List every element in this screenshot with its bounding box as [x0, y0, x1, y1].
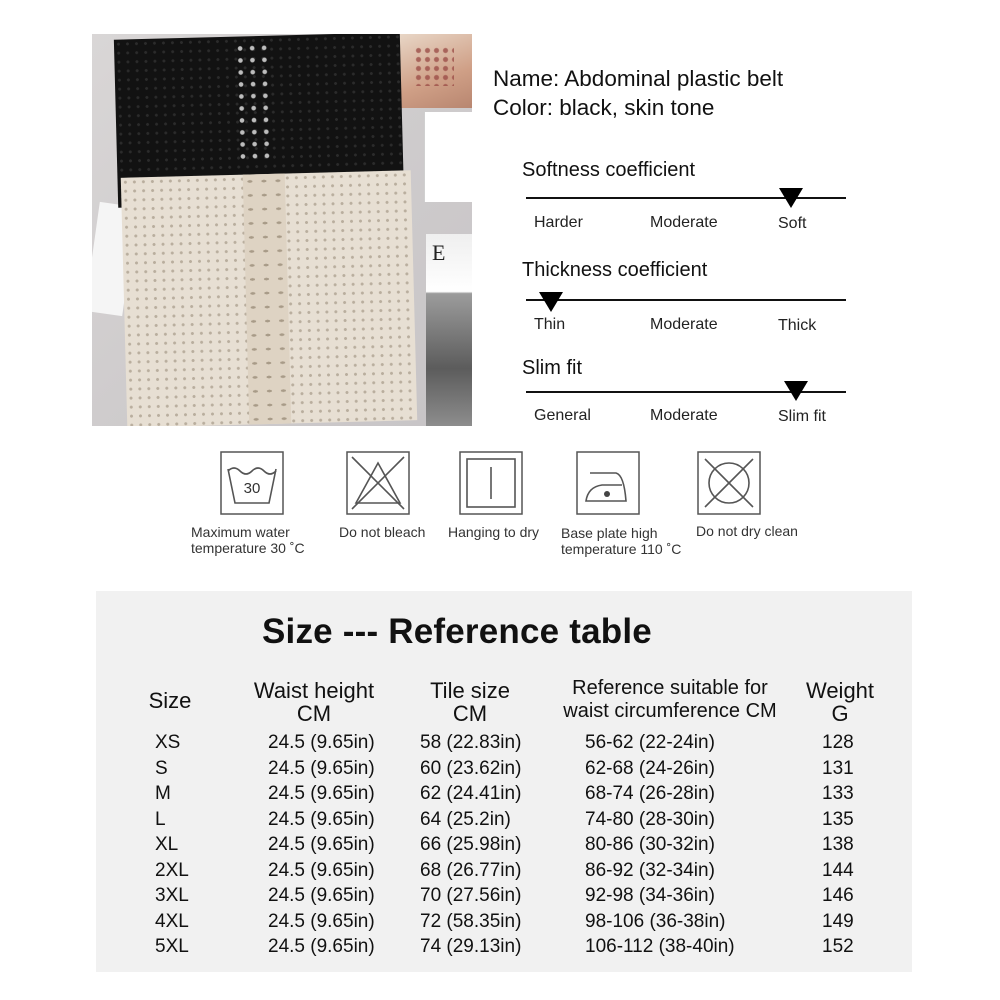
care-label-hang: Hanging to dry: [448, 524, 540, 540]
weight-cell: 149: [822, 911, 854, 932]
slim-fit-label-low: General: [534, 407, 591, 424]
softness-title: Softness coefficient: [522, 159, 696, 181]
flower-paper-decoration: [400, 34, 472, 108]
slim-fit-marker: [784, 381, 808, 401]
slim-fit-label-mid: Moderate: [650, 407, 718, 424]
tile-size-cell: 62 (24.41in): [420, 783, 522, 804]
thickness-label-high: Thick: [778, 317, 817, 334]
waist-circumference-cell: 68-74 (26-28in): [585, 783, 715, 804]
size-cell: L: [155, 809, 166, 830]
size-cell: 3XL: [155, 885, 189, 906]
waist-circumference-cell: 106-112 (38-40in): [585, 936, 735, 957]
tile-size-cell: 60 (23.62in): [420, 758, 522, 779]
hang-dry-icon: [459, 451, 523, 515]
slim-fit-label-high: Slim fit: [778, 408, 826, 425]
softness-label-mid: Moderate: [650, 214, 718, 231]
size-table-title: Size --- Reference table: [262, 612, 652, 651]
care-label-bleach: Do not bleach: [339, 524, 426, 540]
weight-cell: 152: [822, 936, 854, 957]
header-weight: Weight G: [805, 678, 875, 726]
header-waist-height: Waist height CM: [253, 678, 375, 726]
tile-size-cell: 58 (22.83in): [420, 732, 522, 753]
size-cell: M: [155, 783, 171, 804]
waist-height-cell: 24.5 (9.65in): [268, 809, 375, 830]
tile-size-cell: 74 (29.13in): [420, 936, 522, 957]
care-label-iron: Base plate high temperature 110 ˚C: [561, 525, 682, 557]
weight-cell: 146: [822, 885, 854, 906]
hook-closure: [234, 42, 275, 163]
waist-height-cell: 24.5 (9.65in): [268, 783, 375, 804]
skin-tone-belt: [121, 170, 417, 426]
softness-label-high: Soft: [778, 215, 807, 232]
weight-cell: 131: [822, 758, 854, 779]
waist-height-cell: 24.5 (9.65in): [268, 732, 375, 753]
magazine-decoration: [426, 234, 472, 426]
thickness-scale-line: [526, 299, 846, 301]
wash-temperature-number: 30: [243, 480, 261, 497]
tile-size-cell: 72 (58.35in): [420, 911, 522, 932]
waist-circumference-cell: 62-68 (24-26in): [585, 758, 715, 779]
size-cell: 5XL: [155, 936, 189, 957]
size-cell: XL: [155, 834, 179, 855]
softness-marker: [779, 188, 803, 208]
size-cell: S: [155, 758, 168, 779]
size-cell: 2XL: [155, 860, 189, 881]
product-name: Name: Abdominal plastic belt: [493, 66, 784, 91]
waist-height-cell: 24.5 (9.65in): [268, 911, 375, 932]
size-cell: XS: [155, 732, 181, 753]
product-info: [493, 64, 783, 122]
waist-circumference-cell: 92-98 (34-36in): [585, 885, 715, 906]
waist-height-cell: 24.5 (9.65in): [268, 860, 375, 881]
thickness-title: Thickness coefficient: [522, 259, 708, 281]
thickness-label-mid: Moderate: [650, 316, 718, 333]
tile-size-cell: 70 (27.56in): [420, 885, 522, 906]
tile-size-cell: 68 (26.77in): [420, 860, 522, 881]
header-tile-size: Tile size CM: [430, 678, 510, 726]
slim-fit-title: Slim fit: [522, 357, 582, 379]
thickness-label-low: Thin: [534, 316, 566, 333]
weight-cell: 144: [822, 860, 854, 881]
header-waist-circumference: Reference suitable for waist circumference CM: [563, 677, 777, 722]
tile-size-cell: 66 (25.98in): [420, 834, 522, 855]
do-not-bleach-icon: [346, 451, 410, 515]
tile-size-cell: 64 (25.2in): [420, 809, 511, 830]
white-paper-decoration: [424, 112, 472, 202]
waist-circumference-cell: 80-86 (30-32in): [585, 834, 715, 855]
magazine-letter: E: [432, 240, 446, 265]
waist-circumference-cell: 74-80 (28-30in): [585, 809, 715, 830]
iron-medium-icon: [576, 451, 640, 515]
product-photo: [92, 34, 472, 426]
waist-circumference-cell: 86-92 (32-34in): [585, 860, 715, 881]
weight-cell: 128: [822, 732, 854, 753]
care-label-wash: Maximum water temperature 30 ˚C: [191, 524, 305, 556]
weight-cell: 135: [822, 809, 854, 830]
waist-circumference-cell: 98-106 (36-38in): [585, 911, 726, 932]
waist-height-cell: 24.5 (9.65in): [268, 834, 375, 855]
hook-closure: [243, 174, 292, 425]
size-cell: 4XL: [155, 911, 189, 932]
wash-30-icon: [220, 451, 284, 515]
weight-cell: 138: [822, 834, 854, 855]
do-not-dry-clean-icon: [697, 451, 761, 515]
thickness-marker: [539, 292, 563, 312]
waist-height-cell: 24.5 (9.65in): [268, 936, 375, 957]
header-size: Size: [148, 688, 192, 713]
care-label-dry-clean: Do not dry clean: [696, 523, 798, 539]
softness-label-low: Harder: [534, 214, 583, 231]
waist-height-cell: 24.5 (9.65in): [268, 885, 375, 906]
weight-cell: 133: [822, 783, 854, 804]
waist-height-cell: 24.5 (9.65in): [268, 758, 375, 779]
waist-circumference-cell: 56-62 (22-24in): [585, 732, 715, 753]
product-color: Color: black, skin tone: [493, 95, 715, 120]
